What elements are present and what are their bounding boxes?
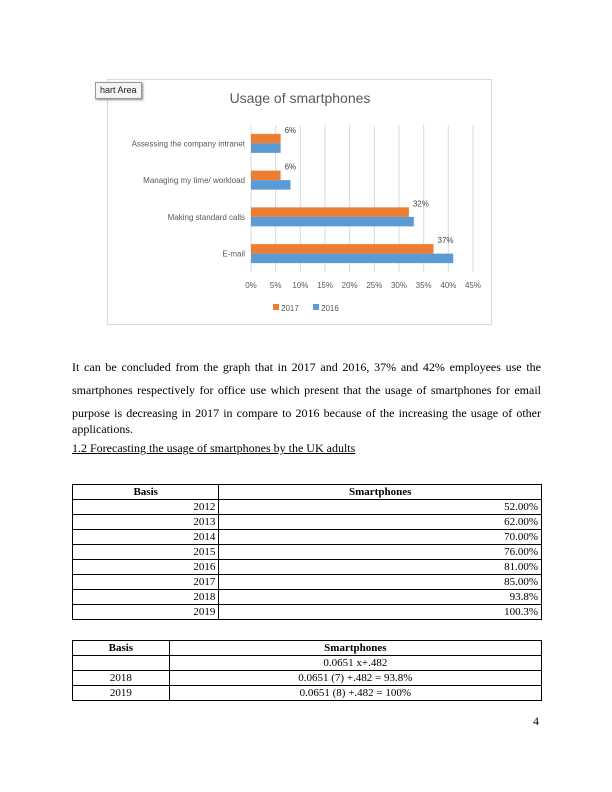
- cell-smartphones: 81.00%: [219, 560, 542, 575]
- bar-2016: [251, 180, 290, 190]
- x-tick-label: 35%: [415, 281, 432, 290]
- paragraph-line: purpose is decreasing in 2017 in compare to 2016 because of the increasing the usage of other: [72, 406, 541, 420]
- col-header-smartphones: Smartphones: [169, 641, 541, 656]
- bar-2017: [251, 207, 409, 217]
- cell-smartphones: 0.0651 (7) +.482 = 93.8%: [169, 671, 541, 686]
- paragraph-line: applications.: [72, 422, 133, 436]
- table-row: [73, 656, 542, 671]
- category-label: E-mail: [222, 249, 245, 259]
- cell-smartphones: 0.0651 (8) +.482 = 100%: [169, 686, 541, 701]
- smartphones-table: [72, 484, 542, 620]
- bar-2016: [251, 217, 414, 227]
- cell-smartphones: 52.00%: [219, 500, 542, 515]
- cell-basis: 2016: [73, 560, 219, 575]
- section-heading: 1.2 Forecasting the usage of smartphones by the UK adults: [72, 441, 356, 455]
- table-row: [73, 545, 542, 560]
- bar-2016: [251, 143, 281, 153]
- x-tick-label: 15%: [316, 281, 334, 290]
- cell-basis: 2019: [73, 686, 170, 701]
- bar-2016: [251, 254, 453, 264]
- paragraph-line: smartphones respectively for office use which present that the usage of smartphones for email: [72, 383, 541, 397]
- cell-basis: 2018: [73, 590, 219, 605]
- paragraph-line: It can be concluded from the graph that in 2017 and 2016, 37% and 42% employees use the: [72, 360, 541, 374]
- category-label: Assessing the company intranet: [131, 139, 245, 149]
- table-row: [73, 686, 542, 701]
- table-row: [73, 515, 542, 530]
- x-tick-label: 10%: [292, 281, 309, 290]
- cell-basis: 2018: [73, 671, 170, 686]
- table-row: [73, 500, 542, 515]
- data-label: 37%: [437, 236, 454, 246]
- col-header-basis: Basis: [73, 641, 170, 656]
- cell-smartphones: 70.00%: [219, 530, 542, 545]
- col-header-smartphones: Smartphones: [219, 485, 542, 500]
- table-row: [73, 671, 542, 686]
- category-label: Managing my time/ workload: [143, 176, 245, 186]
- x-tick-label: 30%: [390, 281, 408, 290]
- chart-svg: [108, 80, 493, 326]
- table-row: [73, 575, 542, 590]
- data-label: 6%: [284, 162, 297, 172]
- cell-smartphones: 76.00%: [219, 545, 542, 560]
- x-tick-label: 45%: [464, 281, 482, 290]
- legend-label: 2016: [321, 304, 339, 313]
- table-row: [73, 590, 542, 605]
- data-label: 32%: [412, 199, 429, 209]
- bar-2017: [251, 134, 281, 144]
- cell-basis: 2015: [73, 545, 219, 560]
- x-tick-label: 0%: [245, 281, 257, 290]
- x-tick-label: 5%: [269, 281, 282, 290]
- cell-smartphones: 85.00%: [219, 575, 542, 590]
- chart-usage-of-smartphones[interactable]: [107, 79, 492, 325]
- forecast-table: [72, 640, 542, 701]
- x-tick-label: 25%: [366, 281, 383, 290]
- cell-basis: 2012: [73, 500, 219, 515]
- x-tick-label: 40%: [440, 281, 457, 290]
- cell-smartphones: 62.00%: [219, 515, 542, 530]
- page-number: 4: [533, 714, 539, 728]
- cell-basis: 2014: [73, 530, 219, 545]
- legend-swatch-2016: [313, 304, 319, 310]
- cell-smartphones: 100.3%: [219, 605, 542, 620]
- category-label: Making standard calls: [167, 212, 245, 222]
- cell-basis: 2019: [73, 605, 219, 620]
- bar-2017: [251, 171, 281, 181]
- table-row: [73, 530, 542, 545]
- table-row: [73, 605, 542, 620]
- bar-2017: [251, 244, 434, 254]
- cell-smartphones: 0.0651 x+.482: [169, 656, 541, 671]
- legend-swatch-2017: [273, 304, 279, 310]
- legend-label: 2017: [281, 304, 299, 313]
- x-tick-label: 20%: [341, 281, 358, 290]
- data-label: 6%: [284, 125, 297, 135]
- cell-basis: 2013: [73, 515, 219, 530]
- chart-title: Usage of smartphones: [229, 90, 371, 106]
- cell-basis: [73, 656, 170, 671]
- cell-basis: 2017: [73, 575, 219, 590]
- cell-smartphones: 93.8%: [219, 590, 542, 605]
- table-row: [73, 560, 542, 575]
- col-header-basis: Basis: [73, 485, 219, 500]
- chart-area-tooltip: hart Area: [95, 82, 142, 99]
